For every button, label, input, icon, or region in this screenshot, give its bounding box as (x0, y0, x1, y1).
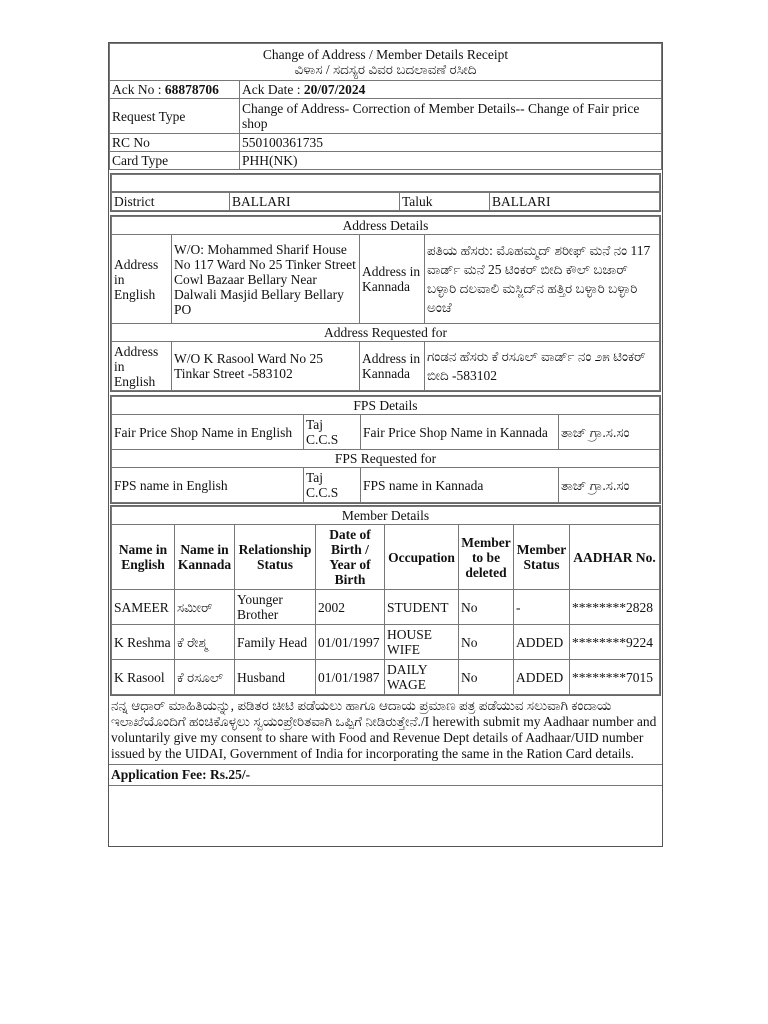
fps-req-kn-label: FPS name in Kannada (361, 468, 559, 503)
rc-no-value: 550100361735 (240, 134, 662, 152)
member-cell: ADDED (514, 625, 570, 660)
card-type-label: Card Type (110, 152, 240, 170)
district-label: District (112, 193, 230, 211)
address-req-kn-value: ಗಂಡನ ಹೆಸರು ಕೆ ರಸೂಲ್ ವಾರ್ಡ್ ನಂ ೨೫ ಟಿಂಕರ್ ಬೀದಿ -583102 (425, 342, 660, 391)
members-body (112, 590, 660, 695)
member-cell: DAILY WAGE (385, 660, 459, 695)
request-type-label: Request Type (110, 99, 240, 134)
taluk-value: BALLARI (490, 193, 660, 211)
district-table (111, 192, 660, 211)
member-cell: ADDED (514, 660, 570, 695)
fps-requested-title: FPS Requested for (112, 450, 660, 468)
members-frame (110, 505, 661, 696)
members-column-header: Name in English (112, 525, 175, 590)
card-type-value: PHH(NK) (240, 152, 662, 170)
member-cell: 01/01/1987 (316, 660, 385, 695)
location-table (111, 174, 660, 192)
address-en-label: Address in English (112, 235, 172, 324)
rc-no-label: RC No (110, 134, 240, 152)
member-cell: HOUSE WIFE (385, 625, 459, 660)
fps-en-label: Fair Price Shop Name in English (112, 415, 304, 450)
member-cell: STUDENT (385, 590, 459, 625)
member-cell: ********2828 (570, 590, 660, 625)
blank-row (112, 175, 660, 192)
member-cell: 2002 (316, 590, 385, 625)
member-cell: ********9224 (570, 625, 660, 660)
fps-table (111, 396, 660, 503)
members-column-header: Member Status (514, 525, 570, 590)
members-table (111, 506, 660, 695)
address-req-en-value: W/O K Rasool Ward No 25 Tinkar Street -583102 (172, 342, 360, 391)
members-column-header: Member to be deleted (459, 525, 514, 590)
members-header-row (112, 525, 660, 590)
members-column-header: Name in Kannada (175, 525, 235, 590)
member-cell: ********7015 (570, 660, 660, 695)
member-row (112, 590, 660, 625)
application-fee: Application Fee: Rs.25/- (109, 765, 662, 786)
member-cell: K Reshma (112, 625, 175, 660)
fps-req-en-label: FPS name in English (112, 468, 304, 503)
taluk-label: Taluk (400, 193, 490, 211)
member-cell: No (459, 625, 514, 660)
info-table (109, 43, 662, 170)
member-cell: No (459, 660, 514, 695)
ack-no-cell (110, 81, 240, 99)
title-kannada: ವಿಳಾಸ / ಸದಸ್ಯರ ವಿವರ ಬದಲಾವಣೆ ರಸೀದಿ (294, 62, 477, 77)
ack-no-value: 68878706 (164, 82, 219, 97)
ack-date-cell (240, 81, 662, 99)
receipt-title (110, 44, 662, 81)
address-frame (110, 215, 661, 392)
members-column-header: Relationship Status (235, 525, 316, 590)
member-cell: Husband (235, 660, 316, 695)
fps-kn-value: ತಾಜ್ ಗ್ರಾ.ಸ.ಸಂ (559, 415, 660, 450)
members-column-header: AADHAR No. (570, 525, 660, 590)
address-kn-value: ಪತಿಯ ಹೆಸರು: ಮೊಹಮ್ಮದ್ ಶರೀಫ್ ಮನೆ ನಂ 117 ವಾರ್ಡ್ ಮನೆ 25 ಟಿಂಕರ್ ಬೀದಿ ಕೌಲ್ ಬಜಾರ್ ಬಳ್ಳಾರಿ ದಲವಾಲಿ ಮಸ್ಜಿದ್‌ನ ಹತ್ತಿರ ಬಳ್ಳಾರಿ ಬಳ್ಳಾರಿ ಅಂಚೆ (425, 235, 660, 324)
member-row (112, 625, 660, 660)
member-cell: ಕೆ ರಸೂಲ್ (175, 660, 235, 695)
member-row (112, 660, 660, 695)
title-english: Change of Address / Member Details Receipt (262, 47, 509, 62)
members-section-title: Member Details (112, 507, 660, 525)
ack-date-label: Ack Date : (242, 82, 304, 97)
fps-req-kn-value: ತಾಜ್ ಗ್ರಾ.ಸ.ಸಂ (559, 468, 660, 503)
member-cell: SAMEER (112, 590, 175, 625)
ack-date-value: 20/07/2024 (303, 82, 366, 97)
district-value: BALLARI (230, 193, 400, 211)
member-cell: K Rasool (112, 660, 175, 695)
member-cell: Younger Brother (235, 590, 316, 625)
member-cell: No (459, 590, 514, 625)
member-cell: ಸಮೀರ್ (175, 590, 235, 625)
address-kn-label: Address in Kannada (360, 235, 425, 324)
ack-no-label: Ack No : (112, 82, 165, 97)
member-cell: 01/01/1997 (316, 625, 385, 660)
address-req-kn-label: Address in Kannada (360, 342, 425, 391)
address-section-title: Address Details (112, 217, 660, 235)
fps-en-value: Taj C.C.S (304, 415, 361, 450)
address-requested-title: Address Requested for (112, 324, 660, 342)
member-cell: ಕೆ ರೇಶ್ಮ (175, 625, 235, 660)
members-column-header: Occupation (385, 525, 459, 590)
member-cell: - (514, 590, 570, 625)
location-frame (110, 173, 661, 212)
consent-text: ನನ್ನ ಆಧಾರ್ ಮಾಹಿತಿಯನ್ನು, ಪಡಿತರ ಚೀಟಿ ಪಡೆಯಲು ಹಾಗೂ ಆದಾಯ ಪ್ರಮಾಣ ಪತ್ರ ಪಡೆಯುವ ಸಲುವಾಗಿ ಕಂದಾಯ ಇಲಾಖೆಯೊಂದಿಗೆ ಹಂಚಿಕೊಳ್ಳಲು ಸ್ವಯಂಪ್ರೇರಿತವಾಗಿ ಒಪ್ಪಿಗೆ ನೀಡಿರುತ್ತೇನೆ./I herewith submit my Aadhaar number and voluntarily give my consent to share with Food and Revenue Dept details of Aadhaar/UID number issued by the UIDAI, Government of India for incorporating the same in the Ration Card details. (109, 696, 662, 765)
fps-kn-label: Fair Price Shop Name in Kannada (361, 415, 559, 450)
member-cell: Family Head (235, 625, 316, 660)
address-en-value: W/O: Mohammed Sharif House No 117 Ward No 25 Tinker Street Cowl Bazaar Bellary Near Dalwali Masjid Bellary Bellary PO (172, 235, 360, 324)
fps-req-en-value: Taj C.C.S (304, 468, 361, 503)
address-req-en-label: Address in English (112, 342, 172, 391)
receipt-document (108, 42, 663, 847)
fps-frame (110, 395, 661, 504)
members-column-header: Date of Birth / Year of Birth (316, 525, 385, 590)
request-type-value: Change of Address- Correction of Member Details-- Change of Fair price shop (240, 99, 662, 134)
address-table (111, 216, 660, 391)
fps-section-title: FPS Details (112, 397, 660, 415)
